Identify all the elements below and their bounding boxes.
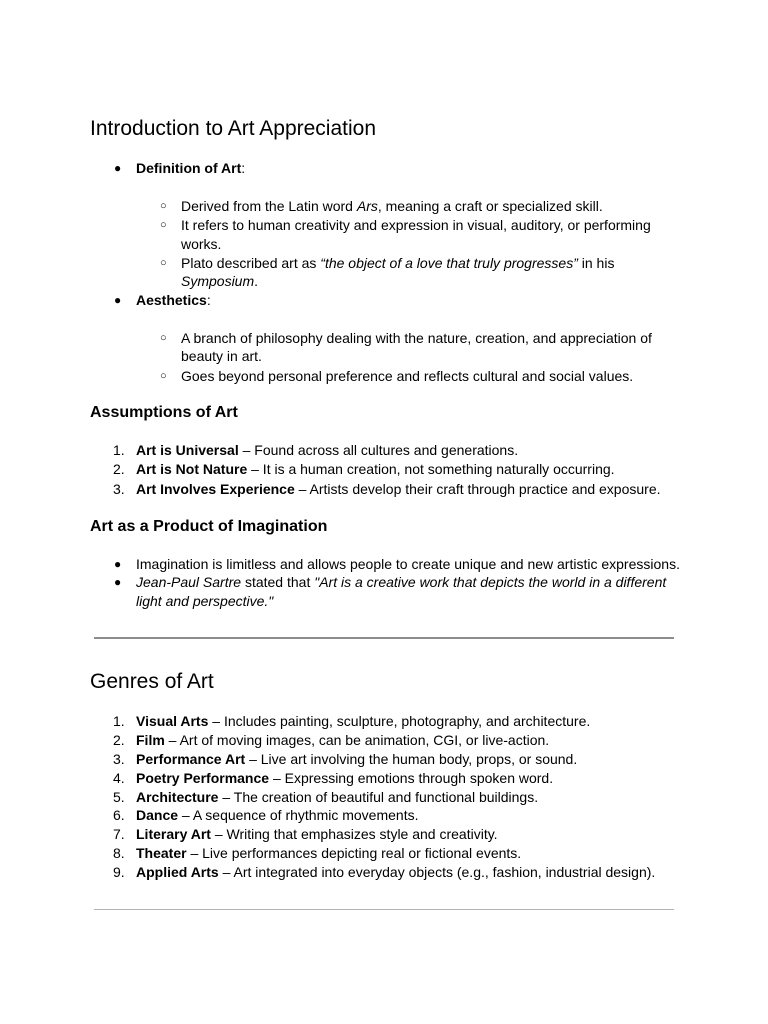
quote-text: “the object of a love that truly progresses” [320,255,578,271]
list-number: 6. [113,807,125,823]
term: Film [136,732,165,748]
term: Art Involves Experience [136,481,295,497]
bullet-disc: ● [114,161,122,175]
description: – Expressing emotions through spoken word. [269,770,554,786]
bullet-disc: ● [114,575,122,589]
list-number: 7. [113,826,125,842]
term-definition: Definition of Art [136,160,242,176]
bullet-circle: ○ [160,332,167,344]
term: Architecture [136,789,219,805]
bullet-circle: ○ [160,370,167,382]
term: Visual Arts [136,713,209,729]
term: Performance Art [136,751,246,767]
list-number: 4. [113,770,125,786]
person-name: Jean-Paul Sartre [136,574,242,590]
description: – The creation of beautiful and functional buildings. [218,789,539,805]
list-item [181,216,651,235]
text: . [254,273,259,289]
list-number: 8. [113,845,125,861]
bullet-disc: ● [114,557,122,571]
list-item: Imagination is limitless and allows people to create unique and new artistic expressions. [136,556,680,572]
list-number: 2. [113,732,125,748]
list-item [136,769,553,788]
description: – Includes painting, sculpture, photography, and architecture. [208,713,591,729]
list-item [181,254,614,273]
description: – Art of moving images, can be animation, CGI, or live-action. [164,732,550,748]
text: It refers to human creativity and expression in visual, auditory, or performing [181,217,651,233]
list-item [136,480,661,499]
term: Dance [136,807,179,823]
list-item [181,197,603,216]
list-item [136,712,590,731]
description: – Artists develop their craft through practice and exposure. [294,481,661,497]
description: – It is a human creation, not something naturally occurring. [247,461,615,477]
bullet-circle: ○ [160,219,167,231]
description: – Live performances depicting real or fictional events. [186,845,522,861]
list-item [136,788,538,807]
term: Art is Universal [136,442,239,458]
section-divider [94,909,674,910]
bullet-circle: ○ [160,257,167,269]
list-item: A branch of philosophy dealing with the nature, creation, and appreciation of [181,330,652,346]
section-title: Genres of Art [90,670,214,693]
list-number: 1. [113,713,125,729]
list-item [136,441,518,460]
term: Art is Not Nature [136,461,248,477]
list-item [136,825,498,844]
description: – A sequence of rhythmic movements. [178,807,419,823]
work-title: Symposium [181,273,255,289]
description: – Writing that emphasizes style and creativity. [210,826,498,842]
emphasis-text: Ars [356,198,378,214]
list-number: 3. [113,481,125,497]
list-number: 5. [113,789,125,805]
list-item-continuation [181,272,258,291]
bullet-disc: ● [114,293,122,307]
list-number: 2. [113,461,125,477]
list-number: 9. [113,864,125,880]
section-heading: Assumptions of Art [90,404,238,421]
list-item-continuation: beauty in art. [181,348,262,364]
section-divider [94,637,674,639]
list-item [136,806,419,825]
bullet-circle: ○ [160,200,167,212]
description: – Found across all cultures and generations. [238,442,519,458]
list-item [136,731,549,750]
description: – Art integrated into everyday objects (e.g., fashion, industrial design). [218,864,656,880]
list-item [136,460,615,479]
list-item-definition [136,159,245,178]
list-item [136,573,666,592]
text: Derived from the Latin word [181,198,357,214]
text: in his [577,255,615,271]
list-item-aesthetics [136,291,211,310]
term: Literary Art [136,826,211,842]
page-title: Introduction to Art Appreciation [90,117,377,140]
term: Theater [136,845,187,861]
list-item [136,750,577,769]
section-heading: Art as a Product of Imagination [90,518,328,535]
text: Plato described art as [181,255,321,271]
list-item [136,844,521,863]
list-number: 1. [113,442,125,458]
list-item: Goes beyond personal preference and reflects cultural and social values. [181,368,634,384]
colon: : [241,160,246,176]
text: , meaning a craft or specialized skill. [377,198,603,214]
list-number: 3. [113,751,125,767]
quote-text: "Art is a creative work that depicts the world in a different [314,574,667,590]
term: Poetry Performance [136,770,270,786]
colon: : [206,292,211,308]
list-item-continuation: works. [181,236,222,252]
list-item [136,863,655,882]
text: stated that [241,574,315,590]
term-aesthetics: Aesthetics [136,292,207,308]
term: Applied Arts [136,864,219,880]
list-item-continuation [136,592,273,611]
description: – Live art involving the human body, props, or sound. [245,751,578,767]
quote-text: light and perspective." [136,593,274,609]
